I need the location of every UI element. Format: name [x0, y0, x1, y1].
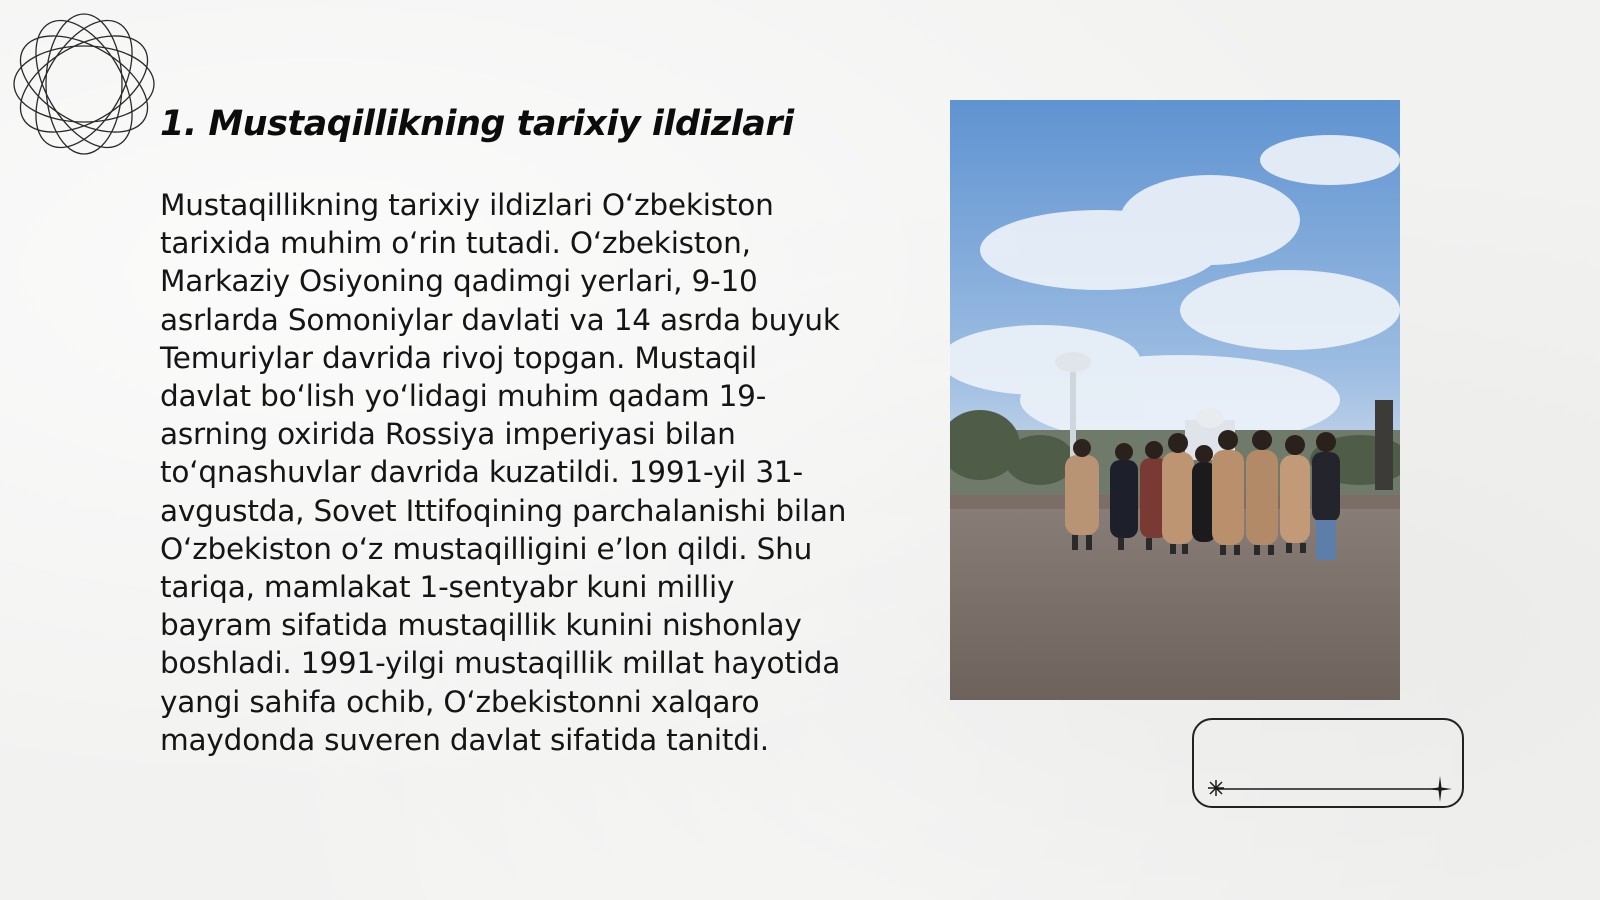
star-cross-icon [1428, 776, 1452, 802]
slide-title: 1. Mustaqillikning tarixiy ildizlari [160, 104, 794, 144]
slide-paragraph: Mustaqillikning tarixiy ildizlari O‘zbekiston tarixida muhim o‘rin tutadi. O‘zbekiston, Markaziy Osiyoning qadimgi yerlari, 9-10 asrlarda Somoniylar davlati va 14 asrda buyuk Temuriylar davrida rivoj topgan. Mustaqil davlat bo‘lish yo‘lidagi muhim qadam 19-asrning oxirida Rossiya imperiyasi bilan to‘qnashuvlar davrida kuzatildi. 1991-yil 31-avgustda, Sovet Ittifoqining parchalanishi bilan O‘zbekiston o‘z mustaqilligini e’lon qildi. Shu tariqa, mamlakat 1-sentyabr kuni milliy bayram sifatida mustaqillik kunini nishonlay boshladi. 1991-yilgi mustaqillik millat hayotida yangi sahifa ochib, O‘zbekistonni xalqaro maydonda suveren davlat sifatida tanitdi. [160, 188, 847, 757]
group-photo [950, 100, 1400, 700]
progress-card [1192, 718, 1464, 808]
orbit-rings-icon [10, 10, 158, 158]
sparkle-icon [1206, 778, 1226, 798]
